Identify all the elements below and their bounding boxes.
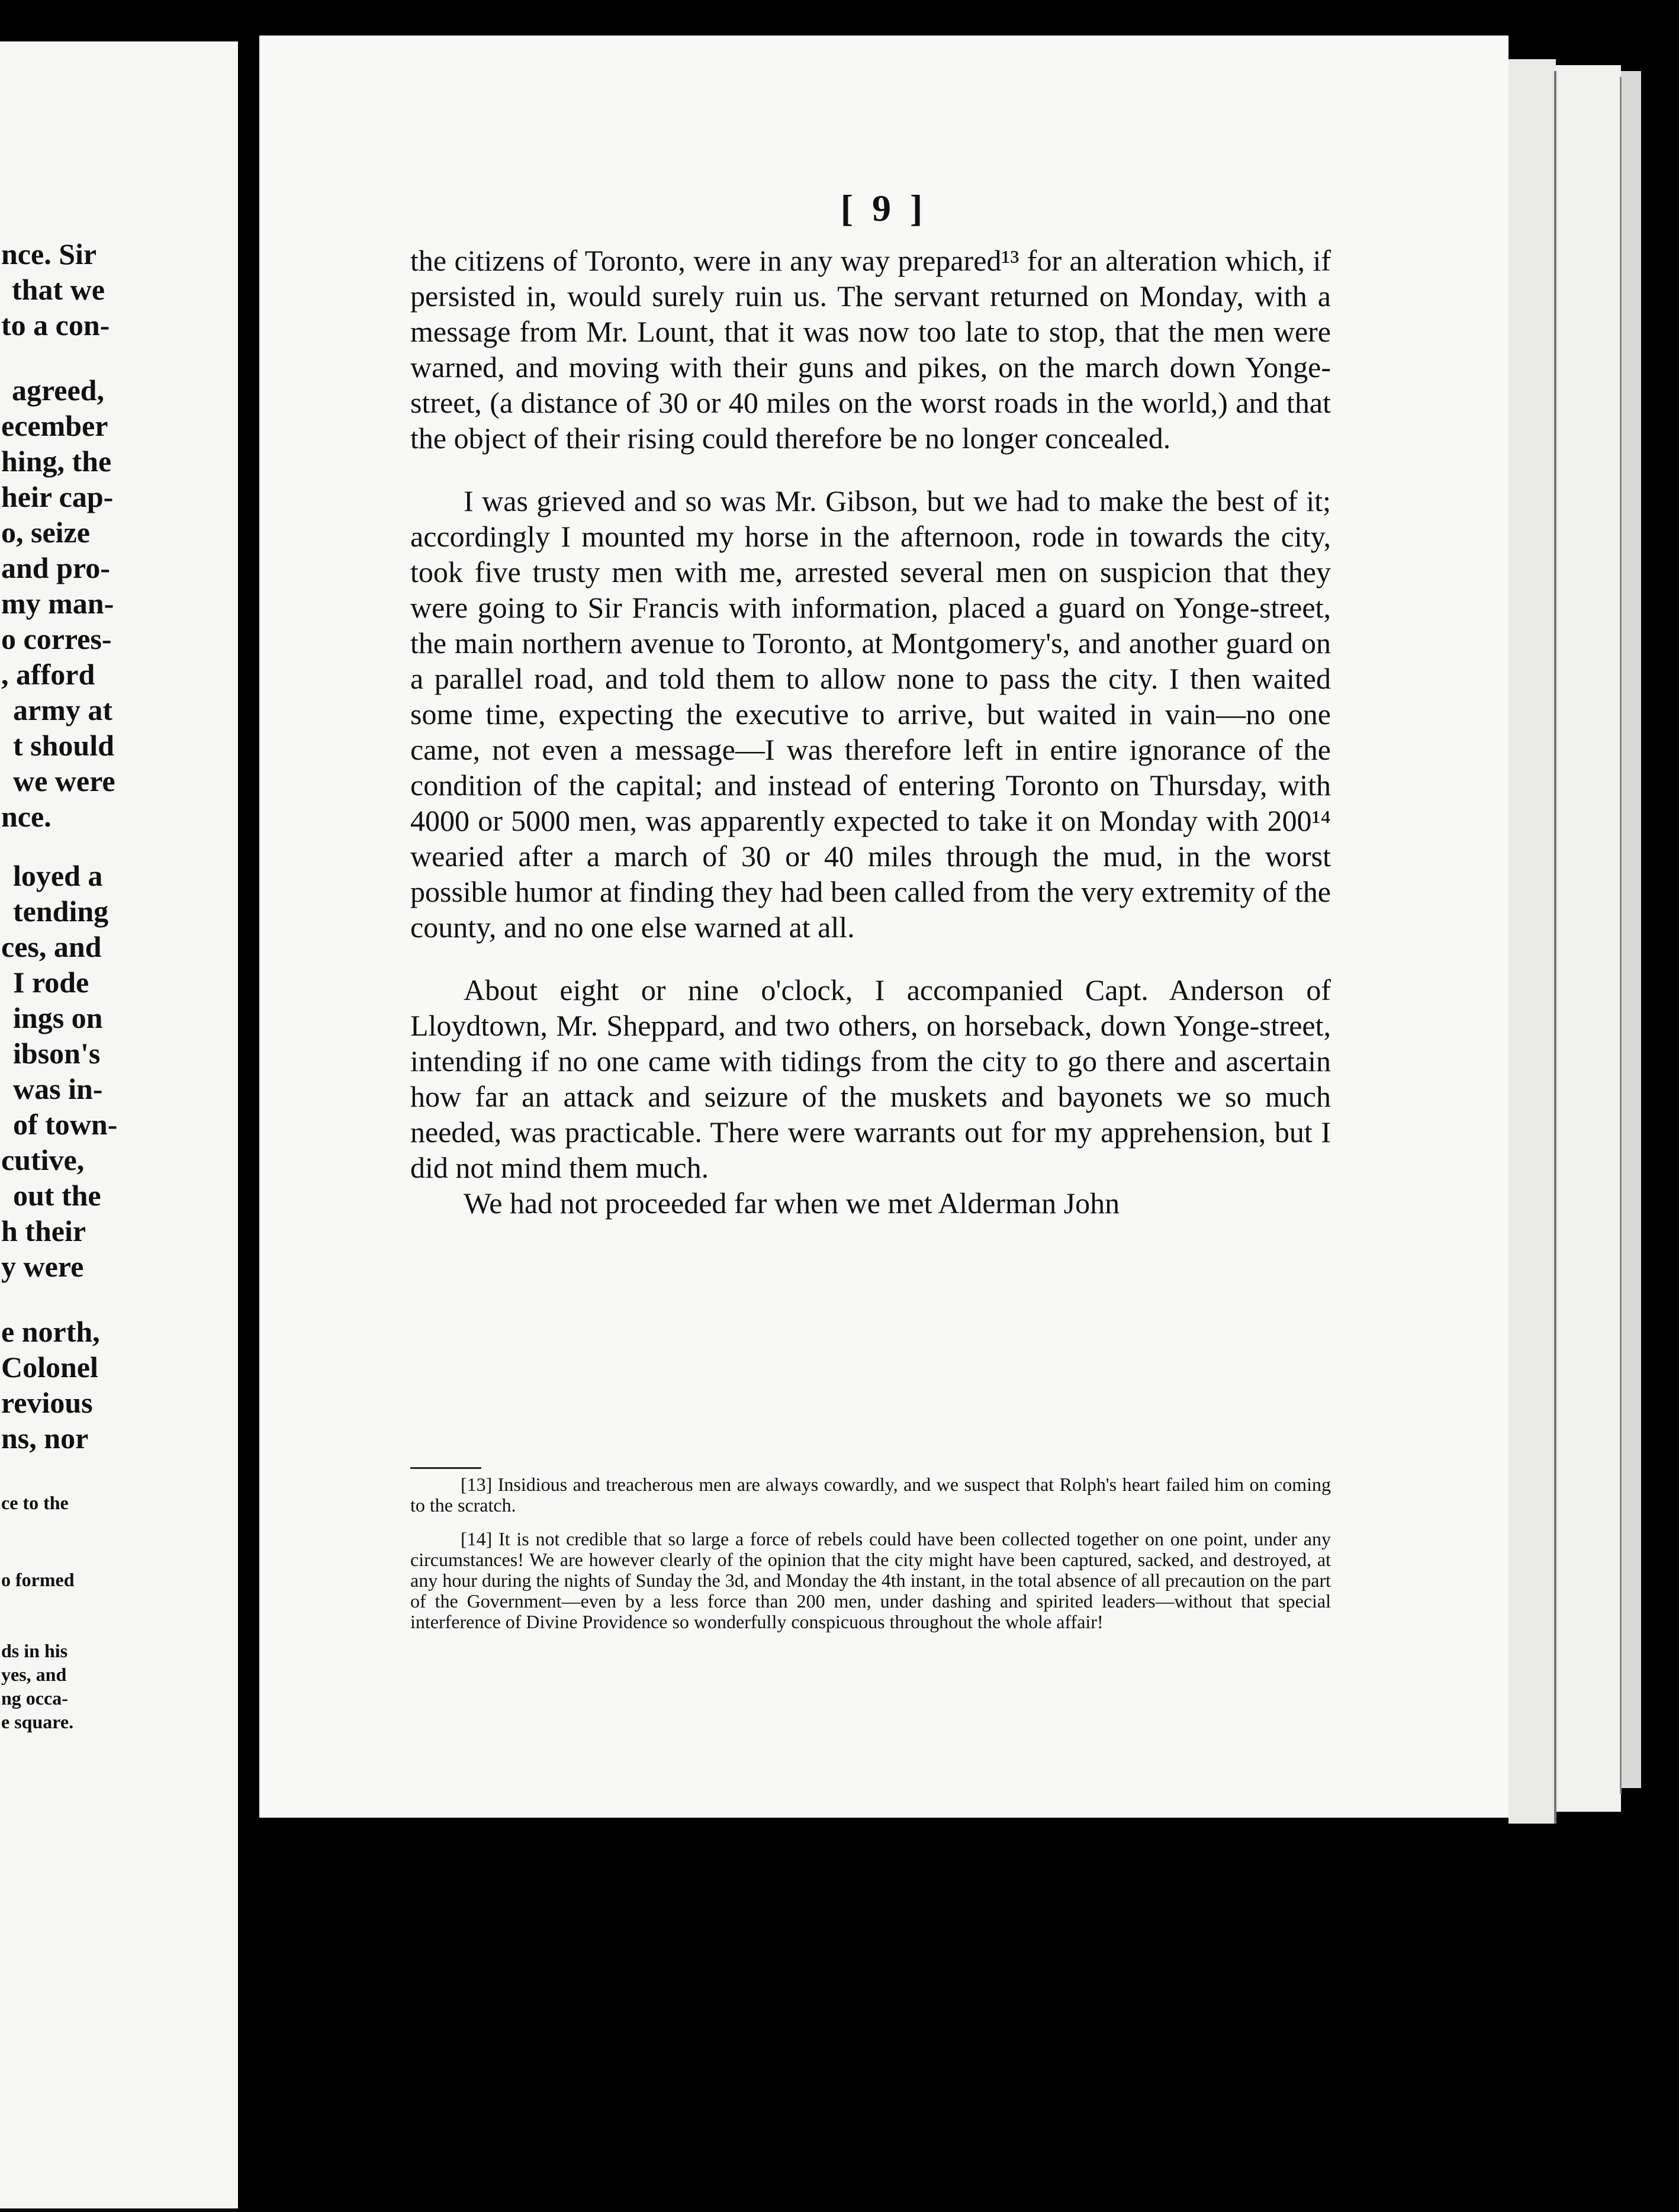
page-number: [ 9 ] [840,187,928,229]
left-fragment: agreed, [12,374,104,407]
left-footnote-fragment: yes, and [1,1664,67,1685]
left-footnote-fragment: ce to the [1,1492,69,1513]
left-fragment: we were [13,764,115,798]
left-fragment: that we [12,273,105,306]
left-fragment: nce. [1,800,52,833]
left-fragment: army at [13,693,112,726]
page-edge [1621,71,1641,1788]
left-fragment: ces, and [1,930,102,963]
page-edge-line [1620,77,1622,1794]
left-fragment: y were [1,1250,84,1283]
page-edge-line [1554,71,1556,1824]
left-fragment: cutive, [1,1143,85,1176]
left-fragment: h their [1,1214,86,1248]
paragraph: About eight or nine o'clock, I accompanied Capt. Anderson of Lloydtown, Mr. Sheppard, and two others, on horseback, down Yonge-street, intending if no one came with tidings from the city to go there and ascertain how far an attack and seizure of the muskets and bayonets we so much needed, was practicable. There were warrants out for my apprehension, but I did not mind them much. [410,973,1331,1184]
left-fragment: ibson's [13,1037,101,1070]
footnotes [410,1474,1331,1645]
left-fragment: I rode [13,966,89,999]
left-fragment: and pro- [1,551,110,584]
left-fragment: out the [13,1179,101,1212]
left-fragment: tending [13,895,109,928]
left-footnote-fragment: o formed [1,1569,75,1590]
left-fragment: ings on [13,1001,103,1034]
left-fragment: was in- [13,1072,103,1105]
left-fragment: to a con- [1,308,110,342]
left-fragment: e north, [1,1315,100,1348]
left-facing-page [0,41,238,2208]
left-fragment: o corres- [1,622,112,655]
main-page [259,36,1508,1818]
left-fragment: revious [1,1386,93,1419]
left-fragment: of town- [13,1108,118,1141]
left-fragment: Colonel [1,1351,98,1384]
left-fragment: ns, nor [1,1422,89,1455]
page-gutter [238,24,259,2212]
left-fragment: t should [13,729,114,762]
left-fragment: hing, the [1,445,112,478]
left-fragment: heir cap- [1,480,114,513]
paragraph: We had not proceeded far when we met Alderman John [464,1187,1120,1220]
page-edge [1556,65,1621,1812]
footnote-rule [410,1467,481,1469]
paragraph: the citizens of Toronto, were in any way prepared¹³ for an alteration which, if persisted in, would surely ruin us. The servant returned on Monday, with a message from Mr. Lount, that it was now too late to stop, that the men were warned, and moving with their guns and pikes, on the march down Yonge-street, (a distance of 30 or 40 miles on the worst roads in the world,) and that the object of their rising could therefore be no longer concealed. [410,244,1331,455]
left-fragment: o, seize [1,516,90,549]
left-footnote-fragment: ng occa- [1,1687,68,1709]
left-fragment: my man- [1,587,114,620]
paragraph: I was grieved and so was Mr. Gibson, but we had to make the best of it; accordingly I mounted my horse in the afternoon, rode in towards the city, took five trusty men with me, arrested several men on suspicion that they were going to Sir Francis with information, placed a guard on Yonge-street, the main northern avenue to Toronto, at Montgomery's, and another guard on a parallel road, and told them to allow none to pass the city. I then waited some time, expecting the executive to arrive, but waited in vain—no one came, not even a message—I was therefore left in entire ignorance of the condition of the capital; and instead of entering Toronto on Thursday, with 4000 or 5000 men, was apparently expected to take it on Monday with 200¹⁴ wearied after a march of 30 or 40 miles through the mud, in the worst possible humor at finding they had been called from the very extremity of the county, and no one else warned at all. [410,484,1331,944]
left-footnote-fragment: ds in his [1,1640,68,1661]
left-fragment: , afford [1,658,95,691]
left-footnote-fragment: e square. [1,1711,74,1732]
footnote: [14] It is not credible that so large a force of rebels could have been collected together on one point, under any circumstances! We are however clearly of the opinion that the city might have been captured, sacked, and destroyed, at any hour during the nights of Sunday the 3d, and Monday the 4th instant, in the total absence of all precaution on the part of the Government—even by a less force than 200 men, under dashing and spirited leaders—without that special interference of Divine Providence so wonderfully conspicuous throughout the whole affair! [410,1528,1331,1632]
left-fragment: loyed a [13,859,103,892]
footnote: [13] Insidious and treacherous men are always cowardly, and we suspect that Rolph's heart failed him on coming to the scratch. [410,1474,1331,1516]
left-fragment: nce. Sir [1,237,97,271]
body-text [410,243,1331,1221]
page-edge [1508,59,1556,1824]
left-fragment: ecember [1,409,108,442]
